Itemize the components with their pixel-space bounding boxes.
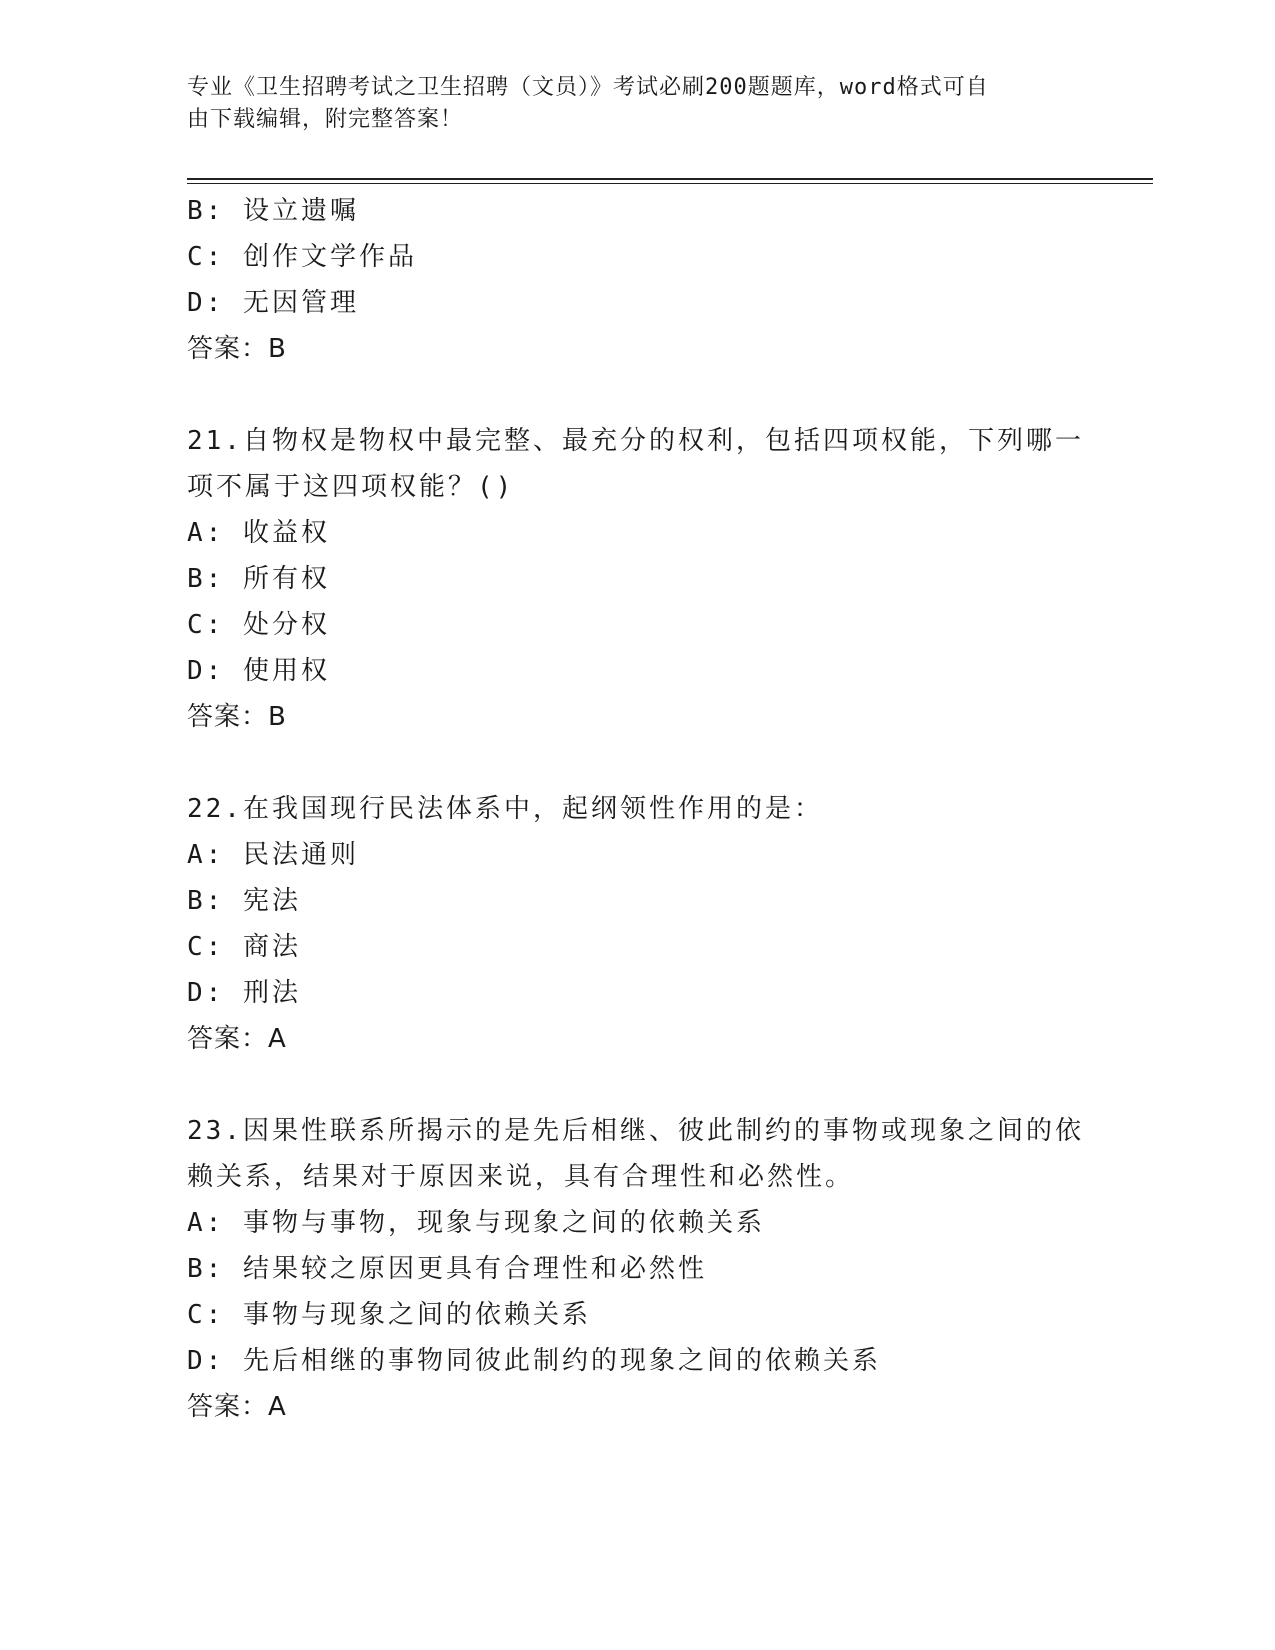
option-c: C: 商法: [187, 932, 301, 962]
document-header: [187, 72, 1067, 136]
question-stem-line: 22.在我国现行民法体系中，起纲领性作用的是：: [187, 794, 823, 824]
answer-line: 答案：A: [187, 1024, 287, 1054]
header-line-1: 专业《卫生招聘考试之卫生招聘（文员）》考试必刷200题题库，word格式可自: [187, 75, 989, 100]
option-b: B: 结果较之原因更具有合理性和必然性: [187, 1254, 707, 1284]
answer-line: 答案：B: [187, 334, 287, 364]
option-d: D: 刑法: [187, 978, 301, 1008]
question-20-tail: [187, 188, 1087, 372]
question-stem-line: 23.因果性联系所揭示的是先后相继、彼此制约的事物或现象之间的依: [187, 1116, 1084, 1146]
option-d: D: 使用权: [187, 656, 330, 686]
spacer: [187, 1062, 1087, 1108]
option-c: C: 处分权: [187, 610, 330, 640]
question-stem-line: 21.自物权是物权中最完整、最充分的权利，包括四项权能，下列哪一: [187, 426, 1084, 456]
answer-line: 答案：A: [187, 1392, 287, 1422]
option-c: C: 创作文学作品: [187, 242, 417, 272]
header-line-2: 由下载编辑，附完整答案！: [187, 107, 464, 132]
answer-line: 答案：B: [187, 702, 287, 732]
header-divider-thin: [187, 183, 1153, 184]
question-stem-line: 项不属于这四项权能？(): [187, 472, 515, 502]
option-b: B: 所有权: [187, 564, 330, 594]
option-b: B: 宪法: [187, 886, 301, 916]
question-22: [187, 786, 1087, 1062]
question-23: [187, 1108, 1087, 1430]
option-c: C: 事物与现象之间的依赖关系: [187, 1300, 591, 1330]
option-d: D: 无因管理: [187, 288, 359, 318]
option-a: A: 民法通则: [187, 840, 359, 870]
option-a: A: 事物与事物，现象与现象之间的依赖关系: [187, 1208, 765, 1238]
option-d: D: 先后相继的事物同彼此制约的现象之间的依赖关系: [187, 1346, 881, 1376]
option-b: B: 设立遗嘱: [187, 196, 359, 226]
question-21: [187, 418, 1087, 740]
question-stem-line: 赖关系，结果对于原因来说，具有合理性和必然性。: [187, 1162, 855, 1192]
spacer: [187, 740, 1087, 786]
header-divider-thick: [187, 178, 1153, 180]
question-list: [187, 188, 1087, 1430]
spacer: [187, 372, 1087, 418]
option-a: A: 收益权: [187, 518, 330, 548]
